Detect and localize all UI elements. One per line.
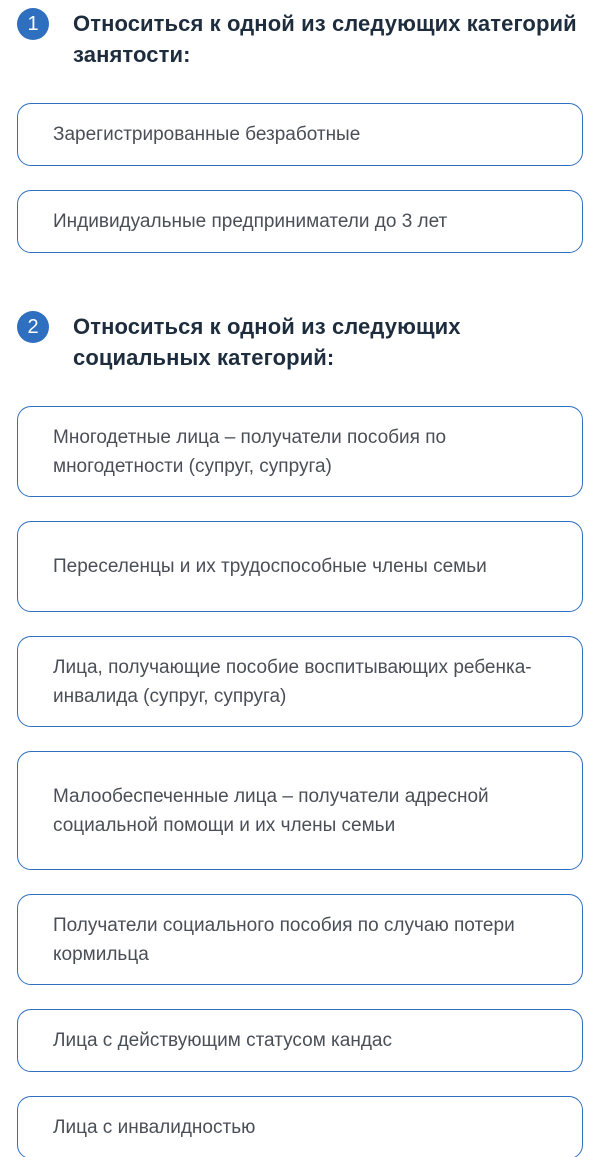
option-label: Многодетные лица – получатели пособия по многодетности (супруг, супруга) [53,426,447,477]
option-label: Лица, получающие пособие воспитывающих ребенка-инвалида (супруг, супруга) [53,656,532,707]
option-label: Переселенцы и их трудоспособные члены семьи [53,556,487,577]
option-resettlers[interactable] [17,521,583,612]
option-low-income[interactable] [17,751,583,870]
option-label: Лица с действующим статусом кандас [53,1030,392,1051]
option-label: Малообеспеченные лица – получатели адресной социальной помощи и их члены семьи [53,785,489,836]
option-large-families[interactable] [17,406,583,497]
option-registered-unemployed[interactable] [17,103,583,166]
step-number-badge: 2 [17,311,49,343]
step-number-badge: 1 [17,8,49,40]
section-2-header [17,311,588,373]
section-1-title: Относиться к одной из следующих категорий занятости: [73,11,577,67]
option-label: Зарегистрированные безработные [53,124,361,145]
section-2-title: Относиться к одной из следующих социальных категорий: [73,314,461,370]
option-disability[interactable] [17,1096,583,1157]
option-kandas-status[interactable] [17,1009,583,1072]
option-disabled-child-carers[interactable] [17,636,583,727]
option-survivor-benefit[interactable] [17,894,583,985]
option-label: Лица с инвалидностью [53,1117,256,1138]
section-1-header [17,8,588,70]
option-label: Индивидуальные предприниматели до 3 лет [53,211,448,232]
option-label: Получатели социального пособия по случаю потери кормильца [53,914,515,965]
option-individual-entrepreneurs[interactable] [17,190,583,253]
